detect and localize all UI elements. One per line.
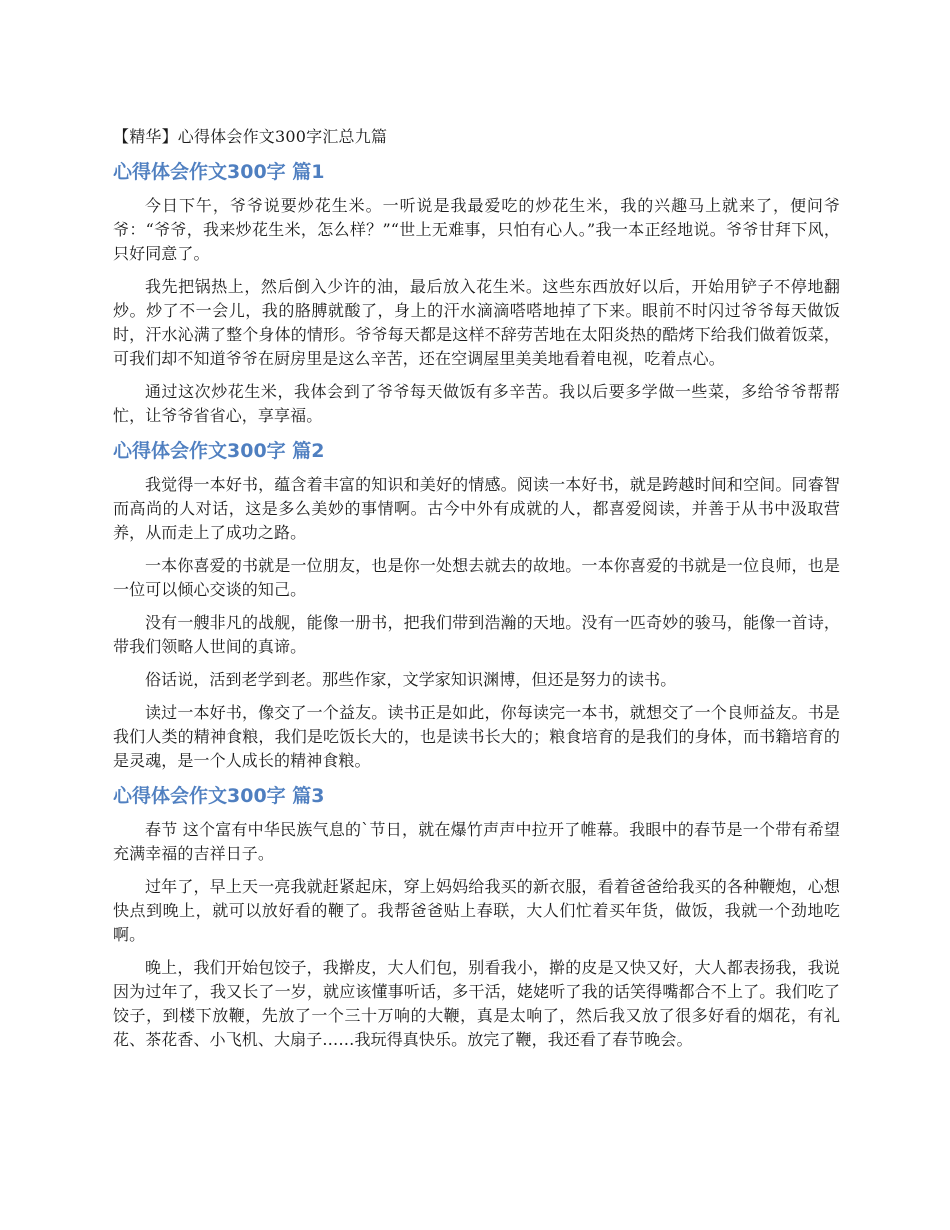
section-heading: 心得体会作文300字 篇2 (113, 440, 325, 462)
paragraph: 春节 这个富有中华民族气息的`节日，就在爆竹声声中拉开了帷幕。我眼中的春节是一个带有希望充满幸福的吉祥日子。 (113, 820, 840, 863)
paragraph: 俗话说，活到老学到老。那些作家，文学家知识渊博，但还是努力的读书。 (145, 670, 677, 689)
paragraph: 没有一艘非凡的战舰，能像一册书，把我们带到浩瀚的天地。没有一匹奇妙的骏马，能像一首诗，带我们领略人世间的真谛。 (113, 613, 840, 656)
paragraph: 一本你喜爱的书就是一位朋友，也是你一处想去就去的故地。一本你喜爱的书就是一位良师，也是一位可以倾心交谈的知己。 (113, 556, 840, 599)
section-3 (113, 782, 840, 1052)
paragraph: 通过这次炒花生米，我体会到了爷爷每天做饭有多辛苦。我以后要多学做一些菜，多给爷爷帮帮忙，让爷爷省省心，享享福。 (113, 382, 840, 425)
paragraph: 我先把锅热上，然后倒入少许的油，最后放入花生米。这些东西放好以后，开始用铲子不停地翻炒。炒了不一会儿，我的胳膊就酸了，身上的汗水滴滴嗒嗒地掉了下来。眼前不时闪过爷爷每天做饭时，汗水沁满了整个身体的情形。爷爷每天都是这样不辞劳苦地在太阳炎热的酷烤下给我们做着饭菜，可我们却不知道爷爷在厨房里是这么辛苦，还在空调屋里美美地看着电视，吃着点心。 (113, 277, 840, 368)
paragraph: 过年了，早上天一亮我就赶紧起床，穿上妈妈给我买的新衣服，看着爸爸给我买的各种鞭炮，心想快点到晚上，就可以放好看的鞭了。我帮爸爸贴上春联，大人们忙着买年货，做饭，我就一个劲地吃啊。 (113, 877, 840, 944)
section-2 (113, 437, 840, 773)
paragraph: 晚上，我们开始包饺子，我擀皮，大人们包，别看我小，擀的皮是又快又好，大人都表扬我，我说因为过年了，我又长了一岁，就应该懂事听话，多干活，姥姥听了我的话笑得嘴都合不上了。我们吃了饺子，到楼下放鞭，先放了一个三十万响的大鞭，真是太响了，然后我又放了很多好看的烟花，有礼花、茶花香、小飞机、大扇子……我玩得真快乐。放完了鞭，我还看了春节晚会。 (113, 958, 840, 1049)
section-1 (113, 158, 840, 428)
section-heading: 心得体会作文300字 篇3 (113, 785, 325, 807)
document-page (113, 124, 840, 1061)
paragraph: 读过一本好书，像交了一个益友。读书正是如此，你每读完一本书，就想交了一个良师益友。书是我们人类的精神食粮，我们是吃饭长大的，也是读书长大的；粮食培育的是我们的身体，而书籍培育的是灵魂，是一个人成长的精神食粮。 (113, 703, 840, 770)
section-heading: 心得体会作文300字 篇1 (113, 161, 325, 183)
paragraph: 我觉得一本好书，蕴含着丰富的知识和美好的情感。阅读一本好书，就是跨越时间和空间。同睿智而高尚的人对话，这是多么美妙的事情啊。古今中外有成就的人，都喜爱阅读，并善于从书中汲取营养，从而走上了成功之路。 (113, 475, 840, 542)
document-title: 【精华】心得体会作文300字汇总九篇 (113, 127, 388, 146)
paragraph: 今日下午，爷爷说要炒花生米。一听说是我最爱吃的炒花生米，我的兴趣马上就来了，便问爷爷：“爷爷，我来炒花生米，怎么样？”“世上无难事，只怕有心人。”我一本正经地说。爷爷甘拜下风，只好同意了。 (113, 196, 840, 263)
